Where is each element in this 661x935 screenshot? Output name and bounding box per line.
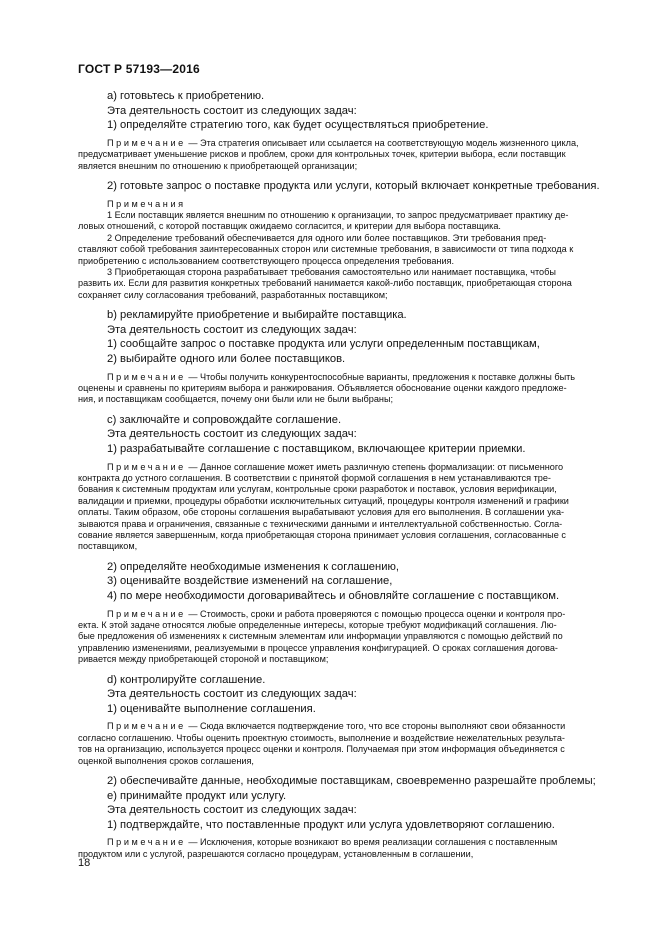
note-line: бые предложения об изменениях к системным элементам или информации управляются с помощью действий по (78, 631, 563, 642)
main-text-line: Эта деятельность состоит из следующих задач: (107, 323, 357, 336)
main-text-line: е) принимайте продукт или услугу. (107, 789, 287, 802)
note-first-line (107, 138, 588, 149)
note-line: управлению изменениями, реализуемыми в процессе управления конфигурацией. О сроках соглашения догова- (78, 642, 558, 653)
main-text-block (78, 774, 596, 832)
main-text-block (78, 89, 588, 133)
note-line: валидации и приемки, процедуры обработки исключительных ситуаций, процедуры контроля изменений и графики (78, 495, 569, 506)
standard-header: ГОСТ Р 57193—2016 (78, 62, 200, 76)
main-text-line: 1) разрабатывайте соглашение с поставщиком, включающее критерии приемки. (107, 443, 526, 456)
notes-heading (107, 199, 588, 210)
main-text-line: d) контролируйте соглашение. (107, 673, 266, 686)
note-line: оплаты. Таким образом, обе стороны соглашения вырабатывают условия для его выполнения. В соглашении ука- (78, 507, 565, 518)
note-line: оценкой выполнения сроков соглашения, (78, 755, 254, 766)
note-item-line: ставляют собой требования заинтересованных сторон или системные требования, в зависимости от типа подхода к (78, 244, 574, 255)
note-text: — Стоимость, сроки и работа проверяются с помощью процесса оценки и контроля про- (185, 608, 566, 619)
note-block (78, 609, 588, 666)
document-body (78, 89, 600, 860)
note-line: ривается между приобретающей стороной и поставщиком; (78, 654, 329, 665)
note-label: Примечание (107, 461, 186, 472)
main-text-line: с) заключайте и сопровождайте соглашение. (107, 413, 342, 426)
note-line: екта. К этой задаче относятся любые определенные интересы, которые требуют модификаций соглашения. Лю- (78, 620, 557, 631)
note-item-first-line: 1 Если поставщик является внешним по отношению к организации, то запрос предусматривает практику де- (107, 210, 569, 220)
note-item-first-line: 2 Определение требований обеспечивается для одного или более поставщиков. Эти требования пред- (107, 232, 547, 243)
main-text-line: Эта деятельность состоит из следующих задач: (107, 104, 357, 117)
note-line: поставщиком, (78, 541, 138, 552)
note-first-line (107, 721, 588, 732)
notes-block (78, 199, 588, 302)
main-text-line: Эта деятельность состоит из следующих задач: (107, 688, 357, 701)
notes-heading-label: Примечания (107, 198, 186, 209)
note-item-line: приобретению с использованием соответствующего процесса определения требования. (78, 255, 455, 266)
note-line: продуктом или с услугой, разрешаются согласно процедурам, установленным в соглашении, (78, 848, 474, 859)
note-text: — Эта стратегия описывает или ссылается на соответствующую модель жизненного цикла, (185, 137, 579, 148)
note-line: тов на организацию, используется процесс оценки и контроля. Получаемая при этом информация объединяется с (78, 744, 565, 755)
note-label: Примечание (107, 837, 186, 848)
note-line: ния, и поставщикам сообщается, почему они были или не были выбраны; (78, 394, 394, 405)
main-text-block (78, 308, 588, 366)
note-label: Примечание (107, 608, 186, 619)
note-line: является внешним по отношению к приобретающей организации; (78, 160, 358, 171)
note-line: оценены и сравнены по критериям выбора и ранжирования. Объявляется обоснование оценки каждого предложе- (78, 383, 567, 394)
note-first-line (107, 462, 588, 473)
main-text-line: 2) определяйте необходимые изменения к соглашению, (107, 560, 399, 573)
note-first-line (107, 372, 588, 383)
main-text-line: Эта деятельность состоит из следующих задач: (107, 428, 357, 441)
main-text-line: 1) сообщайте запрос о поставке продукта или услуги определенным поставщикам, (107, 338, 540, 351)
note-block (78, 138, 588, 172)
main-text-line: 2) готовьте запрос о поставке продукта или услуги, который включает конкретные требования. (107, 180, 600, 192)
page-number: 18 (78, 857, 91, 869)
main-text-block (78, 673, 588, 717)
main-text-block (78, 413, 588, 457)
note-item-line: развить их. Если для развития конкретных требований нанимается какой-либо поставщик, приобретающая сторона (78, 278, 572, 289)
main-text-block (78, 179, 600, 194)
note-first-line (107, 609, 588, 620)
main-text-line: 1) оценивайте выполнение соглашения. (107, 702, 316, 715)
note-text: — Чтобы получить конкурентоспособные варианты, предложения к поставке должны быть (185, 371, 576, 382)
note-item-line: ловых отношений, с которой поставщик ожидаемо согласится, и критерии для выбора поставщика. (78, 221, 501, 232)
main-text-line: Эта деятельность состоит из следующих задач: (107, 804, 357, 817)
note-label: Примечание (107, 371, 186, 382)
main-text-line: а) готовьтесь к приобретению. (107, 90, 265, 102)
note-block (78, 837, 588, 860)
note-block (78, 372, 588, 406)
note-label: Примечание (107, 137, 186, 148)
main-text-line: 4) по мере необходимости договаривайтесь и обновляйте соглашение с поставщиком. (107, 590, 560, 603)
note-item-line: сохраняет силу согласования требований, разработанных поставщиком; (78, 289, 388, 300)
main-text-line: 2) обеспечивайте данные, необходимые поставщикам, своевременно разрешайте проблемы; (107, 775, 596, 788)
note-line: контракта до устного соглашения. В соответствии с принятой формой соглашения в нем устанавливаются тре- (78, 473, 551, 484)
note-line: зываются права и ограничения, связанные с техническими данными и интеллектуальной собственностью. Согла- (78, 518, 563, 529)
note-line: бования к системным продуктам или услугам, контрольные сроки разработок и поставок, условия верификации, (78, 484, 557, 495)
note-line: предусматривает уменьшение рисков и проблем, сроки для контрольных точек, критерии выбора, если поставщик (78, 149, 566, 160)
note-text: — Данное соглашение может иметь различную степень формализации: от письменного (185, 461, 564, 472)
note-block (78, 462, 588, 553)
main-text-line: 2) выбирайте одного или более поставщиков. (107, 353, 346, 366)
note-text: — Сюда включается подтверждение того, что все стороны выполняют свои обязанности (185, 721, 566, 732)
main-text-line: 1) подтверждайте, что поставленные продукт или услуга удовлетворяют соглашению. (107, 818, 555, 831)
main-text-line: 3) оценивайте воздействие изменений на соглашение, (107, 575, 393, 588)
main-text-block (78, 560, 588, 604)
main-text-line: 1) определяйте стратегию того, как будет осуществляться приобретение. (107, 119, 489, 132)
note-first-line (107, 837, 588, 848)
note-line: согласно соглашению. Чтобы оценить проектную стоимость, выполнение и воздействие нежелательных результа- (78, 732, 565, 743)
note-block (78, 721, 588, 767)
note-text: — Исключения, которые возникают во время реализации соглашения с поставленным (185, 837, 558, 848)
main-text-line: b) рекламируйте приобретение и выбирайте поставщика. (107, 309, 407, 322)
note-line: сование является завершенным, когда приобретающая сторона принимает условия соглашения, согласованные с (78, 530, 566, 541)
note-item-first-line: 3 Приобретающая сторона разрабатывает требования самостоятельно или нанимает поставщика, чтобы (107, 267, 556, 278)
note-label: Примечание (107, 721, 186, 732)
